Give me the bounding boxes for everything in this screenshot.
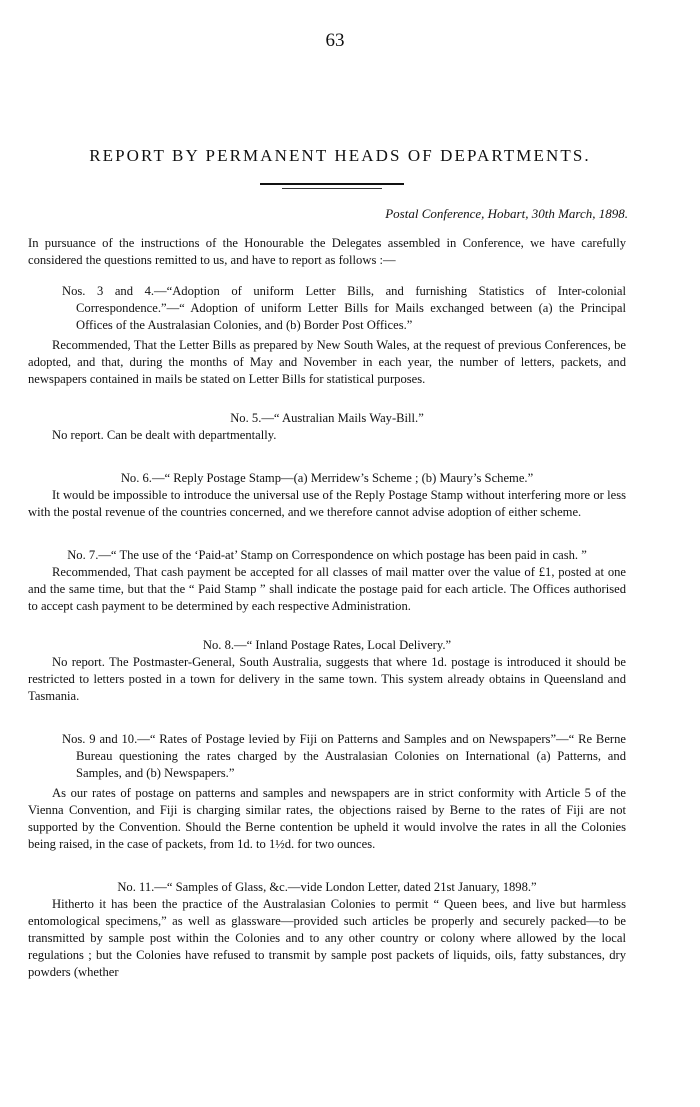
section-text-5: No report. Can be dealt with departmentally. <box>52 428 277 442</box>
section-text-6: It would be impossible to introduce the universal use of the Reply Postage Stamp without interfering more or less with the postal revenue of the countries concerned, and we therefore cannot advise adoption of either scheme. <box>28 488 626 519</box>
section-heading-11: No. 11.—“ Samples of Glass, &c.—vide London Letter, dated 21st January, 1898.” <box>117 880 537 894</box>
dateline: Postal Conference, Hobart, 30th March, 1898. <box>385 206 628 221</box>
section-text-3-4: Recommended, That the Letter Bills as prepared by New South Wales, at the request of previous Conferences, be adopted, and that, during the months of May and November in each year, the number of letters, packets, and newspapers contained in mails be stated on Letter Bills for statistical purposes. <box>28 338 626 386</box>
section-text-9-10: As our rates of postage on patterns and samples and newspapers are in strict conformity with Article 5 of the Vienna Convention, and Fiji is charging similar rates, the objections raised by Berne to the rates of Fiji are not supported by the Convention. Should the Berne contention be upheld it would involve the rates in all the Colonies being raised, in the case of packets, from 1d. to 1½d. for two ounces. <box>28 786 626 851</box>
title-rule <box>260 183 404 185</box>
page-number: 63 <box>325 30 345 51</box>
section-heading-7: No. 7.—“ The use of the ‘Paid-at’ Stamp on Correspondence on which postage has been paid in cash. ” <box>67 548 587 562</box>
section-heading-6: No. 6.—“ Reply Postage Stamp—(a) Merridew’s Scheme ; (b) Maury’s Scheme.” <box>120 471 534 485</box>
section-heading-8: No. 8.—“ Inland Postage Rates, Local Delivery.” <box>202 638 452 652</box>
section-text-8: No report. The Postmaster-General, South Australia, suggests that where 1d. postage is introduced it should be restricted to letters posted in a town for delivery in the same town. This system already obtains in Queensland and Tasmania. <box>28 655 626 703</box>
section-heading-5: No. 5.—“ Australian Mails Way-Bill.” <box>230 411 424 425</box>
section-text-7: Recommended, That cash payment be accepted for all classes of mail matter over the value of £1, posted at one and the same time, but that the “ Paid Stamp ” shall indicate the postage paid for each article. The Offices authorised to accept cash payment to be determined by each respective Administration. <box>28 565 626 613</box>
title-rule-thin <box>282 188 382 189</box>
section-heading-9-10: Nos. 9 and 10.—“ Rates of Postage levied by Fiji on Patterns and Samples and on Newspapers”—“ Re Berne Bureau questioning the rates charged by the Australasian Colonies on International (a) Patterns, and Samples, and (b) Newspapers.” <box>62 732 626 780</box>
section-text-11: Hitherto it has been the practice of the Australasian Colonies to permit “ Queen bees, and live but harmless entomological specimens,” as well as glassware—provided such articles be properly and securely packed—to be transmitted by sample post within the Colonies and to any other country or colony where allowed by the local regulations ; but the Colonies have refused to transmit by sample post packets of liquids, oils, fatty substances, dry powders (whether <box>28 897 626 979</box>
report-body <box>28 235 626 981</box>
section-heading-3-4: Nos. 3 and 4.—“Adoption of uniform Letter Bills, and furnishing Statistics of Inter-colonial Correspondence.”—“ Adoption of uniform Letter Bills for Mails exchanged between (a) the Principal Offices of the Australasian Colonies, and (b) Border Post Offices.” <box>62 284 626 332</box>
intro-paragraph: In pursuance of the instructions of the Honourable the Delegates assembled in Conference, we have carefully considered the questions remitted to us, and have to report as follows :— <box>28 236 626 267</box>
report-title: REPORT BY PERMANENT HEADS OF DEPARTMENTS. <box>89 146 591 165</box>
